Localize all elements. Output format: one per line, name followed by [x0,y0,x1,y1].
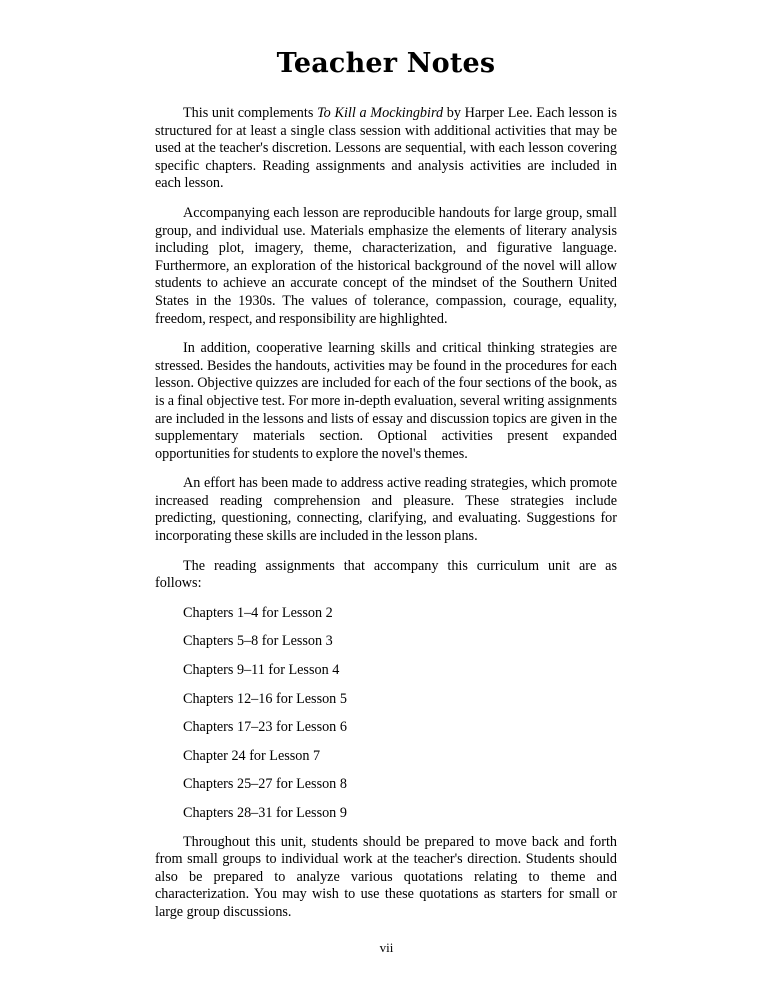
paragraph-intro-part2: by Harper Lee. Each lesson is structured for at least a single class session with additional activities that may be used at the teacher's discretion. Lessons are sequential, with each lesson covering specific chapters. Reading assignments and analysis activities are included in each lesson. [155,105,617,192]
paragraph-closing: Throughout this unit, students should be prepared to move back and forth from small groups to individual work at the teacher's direction. Students should also be prepared to analyze various quotations relating to theme and characterization. You may wish to use these quotations as starters for small or large group discussions. [155,833,617,920]
paragraph-intro-part1: This unit complements [183,105,318,121]
list-item: Chapter 24 for Lesson 7 [183,747,321,764]
list-item: Chapters 17–23 for Lesson 6 [183,719,347,736]
page-title: Teacher Notes [276,48,496,79]
page-number: vii [379,940,394,955]
list-item: Chapters 1–4 for Lesson 2 [183,604,333,621]
list-item: Chapters 9–11 for Lesson 4 [183,662,340,679]
list-item: Chapters 28–31 for Lesson 9 [183,805,347,821]
paragraph-learning-skills: In addition, cooperative learning skills and critical thinking strategies are stressed. Besides the handouts, activities may be found in the procedures for each lesson. Objective quizzes are included for each of the four sections of the book, as is a final objective test. For more in-depth evaluation, several writing assignments are included in the lessons and lists of essay and discussion topics are given in the supplementary materials section. Optional activities present expanded opportunities for students to explore the novel's themes. [155,340,617,462]
book-title-italic: To Kill a Mockingbird [317,105,444,121]
list-item: Chapters 5–8 for Lesson 3 [183,633,333,650]
paragraph-intro [155,105,617,193]
paragraph-assignments-intro: The reading assignments that accompany this curriculum unit are as follows: [155,557,617,592]
paragraph-reading-strategies: An effort has been made to address active reading strategies, which promote increased reading comprehension and pleasure. These strategies include predicting, questioning, connecting, clarifying, and evaluating. Suggestions for incorporating these skills are included in the lesson plans. [155,475,617,545]
reading-assignments-list [155,605,617,823]
list-item: Chapters 25–27 for Lesson 8 [183,776,347,793]
list-item: Chapters 12–16 for Lesson 5 [183,690,347,707]
paragraph-handouts: Accompanying each lesson are reproducible handouts for large group, small group, and individual use. Materials emphasize the elements of literary analysis including plot, imagery, theme, characterization, and figurative language. Furthermore, an exploration of the historical background of the novel will allow students to achieve an accurate concept of the mindset of the Southern United States in the 1930s. The values of tolerance, compassion, courage, equality, freedom, respect, and responsibility are highlighted. [155,204,617,327]
page-content [155,48,617,934]
